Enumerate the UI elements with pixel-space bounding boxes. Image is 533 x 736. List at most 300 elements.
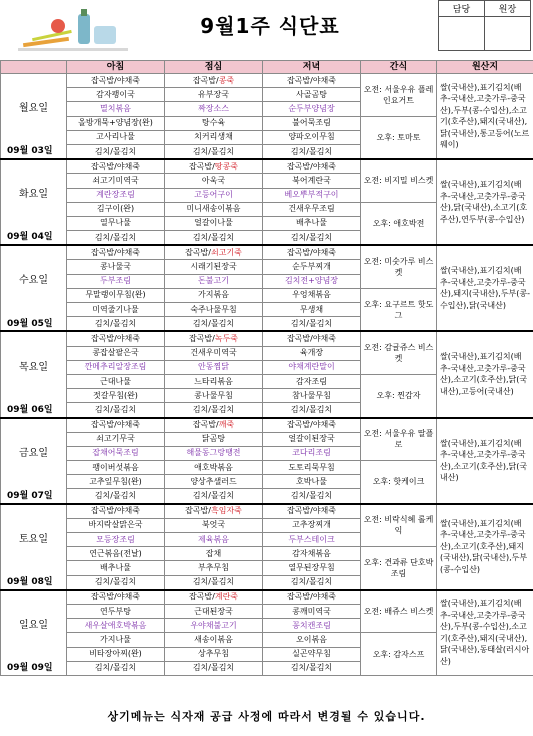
breakfast-item xyxy=(67,604,165,618)
footer-notice: 상기메뉴는 식자재 공급 사정에 따라서 변경될 수 있습니다. xyxy=(107,710,426,723)
lunch-item xyxy=(165,360,263,374)
menu-text: 콩나물무침 xyxy=(194,390,233,400)
menu-text: 양상추샐러드 xyxy=(190,476,237,486)
dinner-item xyxy=(263,231,361,246)
menu-text: 잡곡밥/야채죽 xyxy=(90,592,141,602)
lunch-item xyxy=(165,504,263,519)
dinner-item xyxy=(263,303,361,317)
lunch-item xyxy=(165,661,263,675)
dinner-item xyxy=(263,418,361,433)
menu-row xyxy=(1,245,533,260)
dinner-item xyxy=(263,245,361,260)
lunch-item xyxy=(165,403,263,418)
menu-text: 순두부양념장 xyxy=(288,103,335,113)
breakfast-item xyxy=(67,374,165,388)
breakfast-item xyxy=(67,475,165,489)
header xyxy=(0,0,533,60)
menu-text: 근대된장국 xyxy=(194,606,233,616)
menu-text: 잡곡밥/야채죽 xyxy=(286,506,337,516)
menu-text: 유부장국 xyxy=(198,89,229,99)
breakfast-item xyxy=(67,533,165,547)
lunch-item xyxy=(165,619,263,633)
menu-text: 김치/몰김치 xyxy=(290,146,333,156)
snack-am: 오전: 비락식혜 롤케익 xyxy=(361,504,437,547)
lunch-item xyxy=(165,260,263,274)
breakfast-item xyxy=(67,331,165,346)
menu-text: 고추장찌개 xyxy=(292,520,331,530)
dinner-item xyxy=(263,547,361,561)
dinner-item xyxy=(263,274,361,288)
menu-text: 미역줄기나물 xyxy=(92,304,139,314)
menu-text: 계란죽 xyxy=(214,592,239,602)
breakfast-item xyxy=(67,216,165,230)
breakfast-item xyxy=(67,130,165,144)
menu-text: 감자조림 xyxy=(296,376,327,386)
menu-text: 닭곰탕 xyxy=(201,434,226,444)
breakfast-item xyxy=(67,661,165,675)
menu-text: 김치/몰김치 xyxy=(94,232,137,242)
col-header-origin: 원산지 xyxy=(437,61,533,74)
menu-text: 김치/몰김치 xyxy=(290,577,333,587)
lunch-item xyxy=(165,633,263,647)
menu-text: 젓갈무침(완) xyxy=(93,390,138,400)
dinner-item xyxy=(263,216,361,230)
menu-text: 모등장조림 xyxy=(96,534,135,544)
breakfast-item xyxy=(67,245,165,260)
col-header-snack: 간식 xyxy=(361,61,437,74)
menu-text: 배추나물 xyxy=(296,218,327,228)
dinner-item xyxy=(263,331,361,346)
snack-am: 오전: 서울우유 딸플로 xyxy=(361,418,437,461)
menu-text: 사골곰탕 xyxy=(296,89,327,99)
breakfast-item xyxy=(67,418,165,433)
menu-text: 탕수육 xyxy=(201,118,226,128)
breakfast-item xyxy=(67,231,165,246)
menu-text: 호박나물 xyxy=(296,476,327,486)
dinner-item xyxy=(263,74,361,88)
snack-am: 오전: 미숫가루 비스켓 xyxy=(361,245,437,288)
origin-info: 쌀(국내산),표기김치(배추-국내산,고춧가루-중국산),닭(국내산),소고기(호주산),연두부(콩-수입산) xyxy=(437,159,533,245)
dinner-item xyxy=(263,346,361,360)
date-label: 09월 09일 xyxy=(1,661,67,675)
menu-text: 감자팽이국 xyxy=(96,89,135,99)
origin-info: 쌀(국내산),표기김치(배추-국내산,고춧가루-중국산),두부(콩-수입산),소고기(호주산),돼지(국내산),닭(국내산),동태살(러시아산) xyxy=(437,590,533,676)
lunch-item xyxy=(165,188,263,202)
approval-signature-cell xyxy=(485,17,531,51)
breakfast-item xyxy=(67,159,165,174)
day-label: 수요일 xyxy=(1,245,67,316)
menu-text: 김치/몰김치 xyxy=(290,663,333,673)
date-label: 09월 04일 xyxy=(1,231,67,246)
menu-row xyxy=(1,159,533,174)
menu-row xyxy=(1,331,533,346)
menu-table xyxy=(0,60,533,676)
menu-text: 비타장아찌(완) xyxy=(89,649,142,659)
lunch-item xyxy=(165,303,263,317)
menu-text: 잡곡밥/ xyxy=(185,247,211,257)
lunch-item xyxy=(165,533,263,547)
menu-text: 코다리조림 xyxy=(292,448,331,458)
menu-text: 고추잎무침(완) xyxy=(89,476,142,486)
menu-text: 새송이볶음 xyxy=(194,634,233,644)
breakfast-item xyxy=(67,116,165,130)
lunch-item xyxy=(165,202,263,216)
menu-text: 바지락살맑은국 xyxy=(88,520,143,530)
menu-text: 시래기된장국 xyxy=(190,262,237,272)
lunch-item xyxy=(165,88,263,102)
menu-text: 얼갈이된장국 xyxy=(288,434,335,444)
menu-text: 잡곡밥/야채죽 xyxy=(90,161,141,171)
date-label: 09월 07일 xyxy=(1,489,67,504)
lunch-item xyxy=(165,274,263,288)
menu-text: 김치/몰김치 xyxy=(94,318,137,328)
dinner-item xyxy=(263,202,361,216)
menu-text: 가지나물 xyxy=(100,634,131,644)
lunch-item xyxy=(165,461,263,475)
dinner-item xyxy=(263,317,361,332)
menu-text: 김치/몰김치 xyxy=(192,663,235,673)
menu-text: 잡곡밥/야채죽 xyxy=(286,420,337,430)
menu-text: 열무된장무침 xyxy=(288,562,335,572)
col-header-dinner: 저녁 xyxy=(263,61,361,74)
breakfast-item xyxy=(67,647,165,661)
menu-text: 숙주나물무침 xyxy=(190,304,237,314)
snack-pm: 오후: 요구르트 핫도그 xyxy=(361,288,437,331)
approval-label-director: 원장 xyxy=(485,1,531,17)
menu-text: 쇠고기죽 xyxy=(210,247,242,257)
food-illustration-icon xyxy=(18,6,128,54)
lunch-item xyxy=(165,159,263,174)
dinner-item xyxy=(263,144,361,159)
breakfast-item xyxy=(67,619,165,633)
menu-text: 잡곡밥/야채죽 xyxy=(286,161,337,171)
origin-info: 쌀(국내산),표기김치(배추-국내산,고춧가루-중국산),소고기(호주산),닭(국내산),고등어(국내산) xyxy=(437,331,533,417)
menu-text: 고등어구이 xyxy=(194,190,233,200)
lunch-item xyxy=(165,346,263,360)
breakfast-item xyxy=(67,360,165,374)
menu-body xyxy=(1,74,533,676)
menu-text: 실곤약무침 xyxy=(292,649,331,659)
breakfast-item xyxy=(67,346,165,360)
menu-text: 불어묵조림 xyxy=(292,118,331,128)
lunch-item xyxy=(165,374,263,388)
origin-info: 쌀(국내산),표기김치(배추-국내산,고춧가루-중국산),두부(콩-수입산),소고기(호주산),돼지(국내산),닭(국내산),통고등어(노르웨이) xyxy=(437,74,533,160)
menu-text: 잡곡밥/ xyxy=(188,333,215,343)
lunch-item xyxy=(165,647,263,661)
dinner-item xyxy=(263,432,361,446)
menu-text: 열무나물 xyxy=(100,218,131,228)
menu-text: 새우살애호박볶음 xyxy=(84,620,147,630)
day-label: 토요일 xyxy=(1,504,67,575)
menu-text: 도토리묵무침 xyxy=(288,462,335,472)
dinner-item xyxy=(263,260,361,274)
dinner-item xyxy=(263,188,361,202)
menu-text: 김치/몰김치 xyxy=(94,491,137,501)
lunch-item xyxy=(165,446,263,460)
menu-text: 콩죽 xyxy=(218,75,235,85)
menu-text: 안동찜닭 xyxy=(198,362,229,372)
lunch-item xyxy=(165,102,263,116)
snack-pm: 오후: 견과류 단호박조림 xyxy=(361,547,437,590)
menu-text: 김치/몰김치 xyxy=(290,491,333,501)
menu-text: 순두부찌개 xyxy=(292,262,331,272)
menu-text: 김치/몰김치 xyxy=(192,491,235,501)
menu-text: 건새우미역국 xyxy=(190,348,237,358)
menu-text: 콩깨미역국 xyxy=(292,606,331,616)
menu-text: 고사리나물 xyxy=(96,132,135,142)
lunch-item xyxy=(165,561,263,575)
menu-text: 김치/몰김치 xyxy=(94,663,137,673)
menu-text: 미니새송이볶음 xyxy=(186,204,241,214)
breakfast-item xyxy=(67,260,165,274)
breakfast-item xyxy=(67,518,165,532)
breakfast-item xyxy=(67,317,165,332)
lunch-item xyxy=(165,475,263,489)
dinner-item xyxy=(263,489,361,504)
menu-text: 애호박볶음 xyxy=(194,462,233,472)
lunch-item xyxy=(165,389,263,403)
menu-text: 양파오이무침 xyxy=(288,132,335,142)
dinner-item xyxy=(263,374,361,388)
col-header-breakfast: 아침 xyxy=(67,61,165,74)
menu-text: 팽이버섯볶음 xyxy=(92,462,139,472)
day-label: 월요일 xyxy=(1,74,67,145)
lunch-item xyxy=(165,489,263,504)
date-label: 09월 06일 xyxy=(1,403,67,418)
origin-info: 쌀(국내산),표기김치(배추-국내산,고춧가루-중국산),소고기(호주산),닭(국내산) xyxy=(437,418,533,504)
menu-text: 우엉채볶음 xyxy=(292,290,331,300)
menu-text: 잡곡밥/ xyxy=(188,161,215,171)
snack-am: 오전: 비지밀 비스켓 xyxy=(361,159,437,202)
dinner-item xyxy=(263,604,361,618)
date-label: 09월 05일 xyxy=(1,317,67,332)
breakfast-item xyxy=(67,489,165,504)
menu-text: 김치/몰김치 xyxy=(290,404,333,414)
dinner-item xyxy=(263,504,361,519)
dinner-item xyxy=(263,446,361,460)
breakfast-item xyxy=(67,202,165,216)
breakfast-item xyxy=(67,446,165,460)
menu-text: 부추무침 xyxy=(198,562,229,572)
dinner-item xyxy=(263,461,361,475)
menu-text: 두부스테이크 xyxy=(288,534,335,544)
day-label: 목요일 xyxy=(1,331,67,402)
lunch-item xyxy=(165,174,263,188)
menu-text: 잡곡밥/ xyxy=(192,420,219,430)
snack-pm: 오후: 애호박전 xyxy=(361,202,437,245)
menu-text: 쇠고기미역국 xyxy=(92,175,139,185)
menu-text: 김치전+양념장 xyxy=(284,276,339,286)
menu-text: 참나물무침 xyxy=(292,390,331,400)
menu-text: 잡곡밥/야채죽 xyxy=(90,333,141,343)
menu-row xyxy=(1,590,533,605)
dinner-item xyxy=(263,130,361,144)
menu-text: 콩나물국 xyxy=(100,262,131,272)
lunch-item xyxy=(165,116,263,130)
dinner-item xyxy=(263,288,361,302)
menu-text: 꽁치캔조림 xyxy=(292,620,331,630)
menu-text: 감자채볶음 xyxy=(292,548,331,558)
snack-pm: 오후: 토마토 xyxy=(361,116,437,159)
lunch-item xyxy=(165,317,263,332)
menu-row xyxy=(1,418,533,433)
menu-text: 깐메추리알장조림 xyxy=(84,362,147,372)
menu-text: 얼갈이나물 xyxy=(194,218,233,228)
menu-row xyxy=(1,74,533,88)
menu-text: 베오뿌부적구이 xyxy=(284,190,339,200)
breakfast-item xyxy=(67,288,165,302)
menu-text: 흑임자죽 xyxy=(210,506,242,516)
menu-text: 멸치볶음 xyxy=(100,103,131,113)
breakfast-item xyxy=(67,403,165,418)
snack-am: 오전: 서울우유 플레인요거트 xyxy=(361,74,437,117)
lunch-item xyxy=(165,288,263,302)
menu-text: 김치/몰김치 xyxy=(192,404,235,414)
lunch-item xyxy=(165,418,263,433)
menu-text: 연근볶음(전날) xyxy=(89,548,142,558)
snack-am: 오전: 배쥬스 비스켓 xyxy=(361,590,437,633)
dinner-item xyxy=(263,518,361,532)
day-label: 화요일 xyxy=(1,159,67,230)
date-label: 09월 03일 xyxy=(1,144,67,159)
menu-text: 잡곡밥/야채죽 xyxy=(286,247,337,257)
menu-text: 우야채불고기 xyxy=(190,620,237,630)
menu-text: 김치/몰김치 xyxy=(94,404,137,414)
breakfast-item xyxy=(67,547,165,561)
lunch-item xyxy=(165,432,263,446)
menu-text: 가지볶음 xyxy=(198,290,229,300)
breakfast-item xyxy=(67,561,165,575)
breakfast-item xyxy=(67,102,165,116)
lunch-item xyxy=(165,331,263,346)
approval-label-manager: 담당 xyxy=(439,1,485,17)
menu-text: 잡곡밥/ xyxy=(188,592,215,602)
menu-text: 잡곡밥/야채죽 xyxy=(90,420,141,430)
menu-text: 잡곡밥/야채죽 xyxy=(286,75,337,85)
origin-info: 쌀(국내산),표기김치(배추-국내산,고춧가루-중국산),돼지(국내산),두부(콩-수입산),닭(국내산) xyxy=(437,245,533,331)
breakfast-item xyxy=(67,144,165,159)
menu-text: 잡곡밥/야채죽 xyxy=(90,75,141,85)
breakfast-item xyxy=(67,274,165,288)
snack-am: 오전: 감귤쥬스 비스켓 xyxy=(361,331,437,374)
menu-text: 연두부탕 xyxy=(100,606,131,616)
dinner-item xyxy=(263,159,361,174)
menu-text: 북엇국 xyxy=(201,520,226,530)
dinner-item xyxy=(263,389,361,403)
menu-text: 올방개묵+양념장(완) xyxy=(78,118,153,128)
menu-text: 아욱국 xyxy=(201,175,226,185)
dinner-item xyxy=(263,533,361,547)
menu-text: 무말랭이무침(완) xyxy=(85,290,146,300)
dinner-item xyxy=(263,102,361,116)
menu-text: 잡곡밥/ xyxy=(192,75,219,85)
menu-text: 상추무침 xyxy=(198,649,229,659)
lunch-item xyxy=(165,245,263,260)
menu-text: 김구이(완) xyxy=(96,204,135,214)
breakfast-item xyxy=(67,575,165,590)
dinner-item xyxy=(263,88,361,102)
menu-text: 잡채 xyxy=(205,548,222,558)
menu-text: 김치/몰김치 xyxy=(192,146,235,156)
dinner-item xyxy=(263,116,361,130)
breakfast-item xyxy=(67,461,165,475)
lunch-item xyxy=(165,231,263,246)
dinner-item xyxy=(263,661,361,675)
menu-text: 김치/몰김치 xyxy=(290,318,333,328)
lunch-item xyxy=(165,575,263,590)
lunch-item xyxy=(165,74,263,88)
menu-text: 김치/몰김치 xyxy=(290,232,333,242)
page-title: 9월1주 식단표 xyxy=(200,14,340,38)
dinner-item xyxy=(263,360,361,374)
lunch-item xyxy=(165,144,263,159)
dinner-item xyxy=(263,590,361,605)
menu-text: 잡곡밥/야채죽 xyxy=(286,592,337,602)
menu-text: 깨죽 xyxy=(218,420,235,430)
menu-text: 치커리생채 xyxy=(194,132,233,142)
breakfast-item xyxy=(67,633,165,647)
lunch-item xyxy=(165,590,263,605)
menu-text: 건새우무조림 xyxy=(288,204,335,214)
approval-box xyxy=(438,0,531,51)
breakfast-item xyxy=(67,88,165,102)
col-header-lunch: 점심 xyxy=(165,61,263,74)
dinner-item xyxy=(263,633,361,647)
dinner-item xyxy=(263,475,361,489)
menu-text: 쇠고기무국 xyxy=(96,434,135,444)
dinner-item xyxy=(263,174,361,188)
menu-text: 북어계란국 xyxy=(292,175,331,185)
snack-pm: 오후: 찐감자 xyxy=(361,374,437,417)
menu-row xyxy=(1,504,533,519)
lunch-item xyxy=(165,216,263,230)
menu-text: 김치/몰김치 xyxy=(94,577,137,587)
menu-text: 배추나물 xyxy=(100,562,131,572)
day-label: 일요일 xyxy=(1,590,67,661)
breakfast-item xyxy=(67,590,165,605)
snack-pm: 오후: 감자스프 xyxy=(361,633,437,676)
dinner-item xyxy=(263,647,361,661)
menu-text: 무생채 xyxy=(299,304,324,314)
dinner-item xyxy=(263,619,361,633)
menu-text: 해물동그랑땡전 xyxy=(186,448,241,458)
menu-text: 근대나물 xyxy=(100,376,131,386)
breakfast-item xyxy=(67,188,165,202)
menu-text: 잡곡밥/야채죽 xyxy=(286,333,337,343)
corner-header-cell xyxy=(1,61,67,74)
breakfast-item xyxy=(67,389,165,403)
menu-text: 제육볶음 xyxy=(198,534,229,544)
lunch-item xyxy=(165,518,263,532)
menu-text: 잡곡밥/야채죽 xyxy=(90,506,141,516)
menu-text: 잡곡밥/야채죽 xyxy=(90,247,141,257)
lunch-item xyxy=(165,547,263,561)
lunch-item xyxy=(165,130,263,144)
menu-text: 잡채어묵조림 xyxy=(92,448,139,458)
menu-text: 오이볶음 xyxy=(296,634,327,644)
dinner-item xyxy=(263,561,361,575)
menu-text: 느타리볶음 xyxy=(194,376,233,386)
menu-text: 김치/몰김치 xyxy=(192,318,235,328)
menu-text: 야채계란말이 xyxy=(288,362,335,372)
menu-text: 콩잡살팔은국 xyxy=(92,348,139,358)
menu-text: 짜장소스 xyxy=(198,103,229,113)
date-label: 09월 08일 xyxy=(1,575,67,590)
menu-text: 김치/몰김치 xyxy=(192,232,235,242)
origin-info: 쌀(국내산),표기김치(배추-국내산,고춧가루-중국산),소고기(호주산),돼지(국내산),닭(국내산),두부(콩-수입산) xyxy=(437,504,533,590)
menu-text: 땅콩죽 xyxy=(214,161,239,171)
breakfast-item xyxy=(67,74,165,88)
